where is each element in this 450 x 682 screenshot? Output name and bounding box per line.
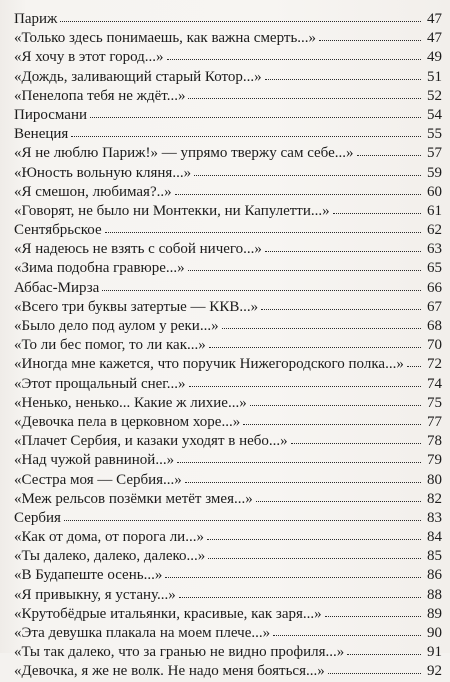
toc-entry-title: «Плачет Сербия, и казаки уходят в небо...» [14, 433, 288, 450]
dot-leader [209, 337, 421, 349]
toc-entry-page-number: 77 [427, 413, 442, 430]
toc-entry [14, 144, 442, 163]
dot-leader [256, 491, 421, 503]
toc-entry [14, 624, 442, 643]
toc-entry [14, 10, 442, 29]
dot-leader [167, 49, 421, 61]
toc-entry-page-number: 83 [427, 509, 442, 526]
toc-entry-title: «Над чужой равниной...» [14, 452, 175, 469]
toc-entry-title: «Иногда мне кажется, что поручик Нижегородского полка...» [14, 356, 404, 373]
toc-entry-page-number: 92 [427, 663, 442, 680]
toc-entry-page-number: 52 [427, 87, 442, 104]
toc-entry-title: «В Будапеште осень...» [14, 567, 163, 584]
toc-entry-page-number: 67 [427, 298, 442, 315]
dot-leader [60, 11, 421, 23]
toc-entry-page-number: 90 [427, 625, 442, 641]
toc-entry-title: Сербия [14, 509, 61, 526]
toc-entry [14, 375, 442, 394]
toc-entry-title: «Было дело под аулом у реки...» [14, 318, 219, 334]
dot-leader [207, 529, 421, 541]
toc-entry-title: «Как от дома, от порога ли...» [14, 529, 204, 546]
dot-leader [188, 88, 421, 100]
toc-entry [14, 432, 442, 451]
toc-entry-page-number: 88 [427, 586, 442, 603]
dot-leader [265, 69, 421, 81]
toc-entry-title: Пиросмани [14, 106, 87, 123]
toc-entry-page-number: 51 [427, 68, 442, 85]
toc-entry-title: «Я не люблю Париж!» — упрямо твержу сам себе...» [14, 145, 354, 162]
dot-leader [291, 433, 421, 445]
toc-entry-page-number: 86 [427, 567, 442, 584]
dot-leader [328, 663, 421, 675]
toc-entry-title: «Этот прощальный снег...» [14, 375, 186, 392]
dot-leader [273, 625, 421, 637]
dot-leader [208, 548, 421, 560]
toc-entry [14, 509, 442, 528]
toc-entry-title: «Всего три буквы затертые — ККВ...» [14, 298, 259, 315]
toc-entry-page-number: 85 [427, 548, 442, 565]
toc-entry [14, 605, 442, 624]
dot-leader [90, 107, 421, 119]
toc-entry-page-number: 78 [427, 433, 442, 450]
dot-leader [102, 280, 421, 292]
dot-leader [177, 452, 421, 464]
dot-leader [64, 510, 421, 522]
toc-entry-page-number: 84 [427, 529, 442, 546]
toc-entry-title: «Юность вольную кляня...» [14, 164, 192, 181]
dot-leader [407, 356, 421, 368]
toc-entry [14, 394, 442, 413]
toc-entry [14, 451, 442, 470]
toc-entry-title: Венеция [14, 126, 69, 143]
toc-entry-title: «Сестра моя — Сербия...» [14, 471, 182, 488]
toc-entry-page-number: 61 [427, 202, 442, 219]
toc-entry [14, 586, 442, 605]
dot-leader [243, 414, 421, 426]
toc-entry-title: «Говорят, не было ни Монтекки, ни Капулетти...» [14, 202, 330, 219]
toc-entry-title: «Зима подобна гравюре...» [14, 260, 185, 277]
dot-leader [357, 145, 421, 157]
toc-entry [14, 298, 442, 317]
toc-entry-title: «То ли бес помог, то ли как...» [14, 337, 206, 354]
toc-entry-title: «Девочка пела в церковном хоре...» [14, 413, 241, 430]
toc-entry [14, 164, 442, 183]
toc-entry-title: «Дождь, заливающий старый Котор...» [14, 68, 262, 85]
toc-entry-page-number: 62 [427, 222, 442, 239]
toc-entry-page-number: 49 [427, 49, 442, 66]
dot-leader [185, 472, 421, 484]
toc-entry-title: «Крутобёдрые итальянки, красивые, как заря...» [14, 605, 322, 622]
toc-entry-title: «Ты далеко, далеко, далеко...» [14, 548, 206, 565]
toc-entry-title: Париж [14, 11, 58, 27]
dot-leader [175, 184, 421, 196]
toc-entry [14, 259, 442, 278]
dot-leader [105, 222, 421, 234]
toc-entry-page-number: 74 [427, 375, 442, 392]
toc-entry-page-number: 70 [427, 337, 442, 354]
dot-leader [179, 587, 421, 599]
toc-entry-title: «Только здесь понимаешь, как важна смерть...» [14, 30, 317, 47]
toc-entry-title: Аббас-Мирза [14, 279, 100, 296]
toc-entry [14, 566, 442, 585]
toc-entry [14, 106, 442, 125]
dot-leader [265, 241, 421, 253]
toc-entry-title: «Меж рельсов позёмки метёт змея...» [14, 490, 253, 507]
toc-entry-title: «Я смешон, любимая?..» [14, 183, 172, 200]
dot-leader [325, 606, 421, 618]
toc-entry-page-number: 75 [427, 394, 442, 411]
dot-leader [188, 260, 421, 272]
toc-entry [14, 87, 442, 106]
toc-entry [14, 490, 442, 509]
toc-entry-title: «Ты так далеко, что за гранью не видно профиля...» [14, 644, 345, 661]
toc-entry-page-number: 80 [427, 471, 442, 488]
dot-leader [222, 318, 421, 330]
toc-entry [14, 355, 442, 374]
dot-leader [165, 567, 421, 579]
toc-entry-page-number: 57 [427, 145, 442, 162]
toc-entry-page-number: 79 [427, 452, 442, 469]
toc-entry-page-number: 72 [427, 356, 442, 373]
toc-entry-title: «Я привыкну, я устану...» [14, 586, 176, 603]
toc-entry-page-number: 55 [427, 126, 442, 143]
toc-entry-title: «Я хочу в этот город...» [14, 49, 164, 66]
toc-entry [14, 279, 442, 298]
toc-entry [14, 48, 442, 67]
toc-entry [14, 125, 442, 144]
toc-entry [14, 336, 442, 355]
toc-entry-page-number: 66 [427, 279, 442, 296]
toc-entry [14, 221, 442, 240]
toc-entry-page-number: 47 [427, 30, 442, 47]
toc-entry-page-number: 65 [427, 260, 442, 277]
toc-entry-page-number: 82 [427, 490, 442, 507]
dot-leader [189, 376, 422, 388]
dot-leader [347, 644, 421, 656]
toc-entry [14, 547, 442, 566]
dot-leader [333, 203, 421, 215]
toc-entry [14, 202, 442, 221]
toc-entry [14, 471, 442, 490]
toc-entry-title: Сентябрьское [14, 222, 102, 239]
toc-entry-page-number: 60 [427, 183, 442, 200]
toc-entry-page-number: 54 [427, 106, 442, 123]
dot-leader [250, 395, 421, 407]
toc-entry-title: «Девочка, я же не волк. Не надо меня бояться...» [14, 663, 325, 680]
toc-entry [14, 528, 442, 547]
toc-entry [14, 317, 442, 336]
toc-entry [14, 240, 442, 259]
dot-leader [261, 299, 421, 311]
toc-entry-title: «Ненько, ненько... Какие ж лихие...» [14, 394, 247, 411]
toc-entry-page-number: 63 [427, 241, 442, 258]
toc-entry [14, 413, 442, 432]
toc-entry-page-number: 91 [427, 644, 442, 661]
dot-leader [194, 165, 421, 177]
toc-entry [14, 68, 442, 87]
toc-entry-title: «Я надеюсь не взять с собой ничего...» [14, 241, 262, 258]
toc-entry-page-number: 89 [427, 605, 442, 622]
toc-entry [14, 29, 442, 48]
toc-entry-title: «Эта девушка плакала на моем плече...» [14, 625, 271, 641]
toc-entry [14, 662, 442, 681]
toc-entry-page-number: 47 [427, 11, 442, 27]
toc-entry-page-number: 59 [427, 164, 442, 181]
toc-entry-page-number: 68 [427, 318, 442, 334]
dot-leader [319, 30, 421, 42]
dot-leader [71, 126, 421, 138]
toc-entry [14, 183, 442, 202]
toc-entry-title: «Пенелопа тебя не ждёт...» [14, 87, 186, 104]
table-of-contents [14, 10, 442, 682]
